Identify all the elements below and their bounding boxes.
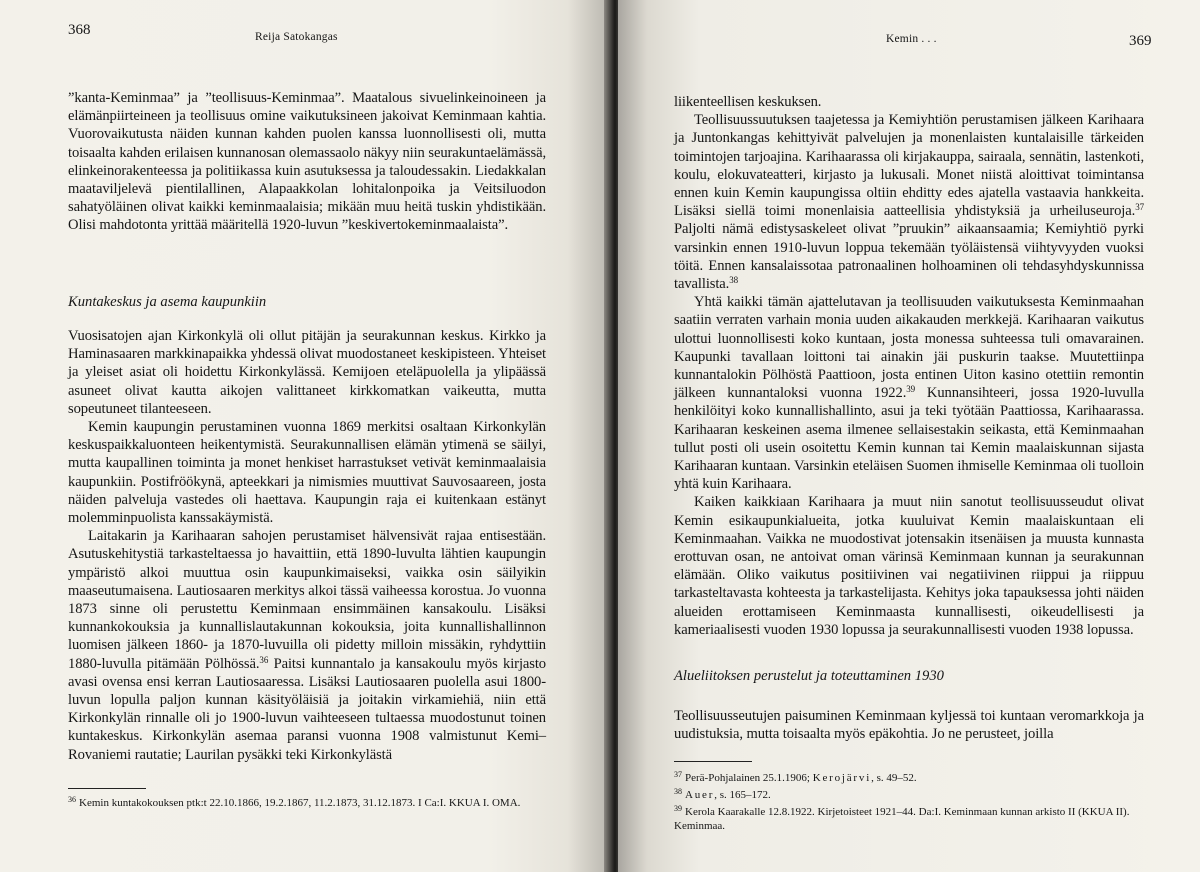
footnote-ref: 37	[1135, 202, 1144, 213]
left-running-head	[68, 0, 610, 90]
left-body-intro	[68, 89, 546, 235]
footnote	[674, 785, 1144, 802]
footnote-number: 37	[674, 770, 682, 779]
paragraph: Kemin kaupungin perustaminen vuonna 1869 merkitsi osaltaan Kirkonkylän keskuspaikkaluonteen heikentymistä. Seurakunnallisen elämän ytimenä se säilyi, mutta kaupallinen toiminta ja monet henkiset harrastukset vetivät keminmaalaisia kaupunkiin. Postifröökynä, apteekkari ja nimismies muuttivat Sauvosaareen, josta näiden palveluja vastedes oli haettava. Kaupungin raja ei kuitenkaan estänyt molemminpuolista kanssakäymistä.	[68, 419, 546, 527]
footnote-ref: 39	[906, 384, 916, 395]
paragraph: Teollisuusseutujen paisuminen Keminmaan kyljessä toi kuntaan veromarkkoja ja uudistuksia, mutta toisaalta myös epäkohtia. Jo ne perusteet, joilla	[674, 708, 1144, 743]
footnote-author: Kerojärvi	[812, 772, 872, 784]
footnote-text: Kemin kuntakokouksen ptk:t 22.10.1866, 19.2.1867, 11.2.1873, 31.12.1873. I Ca:I. KKUA I. OMA.	[79, 797, 521, 809]
footnote-rule	[68, 788, 146, 789]
footnote	[674, 768, 1144, 785]
right-running-head-text: Kemin . . .	[886, 33, 937, 45]
footnote-number: 38	[674, 787, 682, 796]
paragraph-text: Teollisuussuutuksen taajetessa ja Kemiyhtiön perustamisen jälkeen Karihaara ja Juntonkangas kehittyivät palvelujen ja monenlaisten kuntalaisille tärkeiden toimintojen tarjoajina. Karihaarassa oli kirjakauppa, sairaala, sennätin, lastenkoti, koulu, elokuvateatteri, kirjasto ja lukusali. Monet niistä aloittivat toimintansa ennen kuin Kemin kaupungissa oltiin ehditty edes ajatella vastaavia hankkeita. Lisäksi siellä toimi monenlaisia aatteellisia yhdistyksiä ja urheiluseuroja.	[674, 112, 1144, 220]
paragraph	[674, 111, 1144, 293]
right-page	[618, 0, 1200, 872]
paragraph-text: Kunnansihteeri, jossa 1920-luvulla henkilöityi koko kunnallishallinto, asui ja teki työtään Paattiossa, Karihaarassa. Karihaaran keskeinen asema ilmenee sellaisestakin seikasta, että Keminmaahan tullut posti oli usein osoitettu Kemin kunnan tai Kemin maalaiskunnan sijasta Karihaaran kuntaan. Varsinkin eteläisen Suomen ihmiselle Keminmaa oli tuolloin yhtä kuin Karihaara.	[674, 385, 1144, 493]
section-heading-left: Kuntakeskus ja asema kaupunkiin	[68, 294, 267, 310]
right-page-number: 369	[1129, 33, 1152, 49]
footnote-rule	[674, 761, 752, 762]
footnote-ref: 36	[259, 654, 269, 665]
footnote-text: , s. 165–172.	[714, 789, 771, 801]
paragraph: Vuosisatojen ajan Kirkonkylä oli ollut pitäjän ja seurakunnan keskus. Kirkko ja Haminasaaren markkinapaikka yhdessä olivat muodostaneet keskipisteen. Yhteiset ja yleiset asiat oli hoidettu Kirkonkylässä. Kemijoen eteläpuolella ja ylipäässä asuneet olivat kautta aikojen valittaneet kirkkomatkan vaikeutta, mutta sopeutuneet tilanteeseen.	[68, 328, 546, 417]
footnote	[68, 793, 546, 810]
footnote-number: 36	[68, 795, 76, 804]
paragraph	[674, 293, 1144, 493]
footnote-author: Auer	[685, 789, 715, 801]
footnotes-right	[674, 768, 1144, 833]
footnote-ref: 38	[729, 275, 739, 286]
paragraph-intro: ”kanta-Keminmaa” ja ”teollisuus-Keminmaa”. Maatalous sivuelinkeinoineen ja elämänpiirteineen ja teollisuus omine vaikutuksineen jakoivat Keminmaan kahtia. Vuorovaikutusta näiden kunnan kahden puolen kanssa luonnollisesti oli, mutta toisaalta kahden erilaisen kunnanosan olemassaolo näkyy niin seurakuntaelämässä, elinkeinorakenteessa ja politiikassa kuin asutuksessa ja taloudessakin. Liedakkalan maataviljelevä pientilallinen, Alapaakkolan lohitalonpoika ja Veitsiluodon sahatyöläinen olivat kaikki keminmaalaisia; mikään muu heitä tuskin yhdistikään. Olisi mahdotonta yrittää määritellä 1920-luvun ”keskivertokeminmaalaista”.	[68, 90, 546, 234]
right-body-section	[674, 707, 1144, 743]
paragraph	[68, 527, 546, 764]
left-page-number: 368	[68, 22, 91, 38]
footnote-text: , s. 49–52.	[871, 772, 917, 784]
right-running-head	[674, 0, 1200, 90]
footnote-text: Perä-Pohjalainen 25.1.1906;	[685, 772, 813, 784]
right-body-main	[674, 93, 1144, 639]
paragraph: liikenteellisen keskuksen.	[674, 94, 822, 110]
footnotes-left	[68, 793, 546, 810]
footnote	[674, 802, 1144, 833]
paragraph-text: Paitsi kunnantalo ja kansakoulu myös kirjasto avasi ovensa ensi kerran Lautiosaaressa. Lisäksi Lautiosaaren puolella asui 1800-luvun lopulla paljon kunnan käsityöläisiä ja joitakin virkamiehiä, niin että Kirkonkylän rinnalle oli jo 1900-luvun vaihteeseen tultaessa muodostunut toinen kuntakeskus. Kirkonkylän asemaa paransi vuonna 1908 valmistunut Kemi–Rovaniemi rautatie; Laurilan pysäkki teki Kirkonkylästä	[68, 655, 547, 763]
paragraph: Kaiken kaikkiaan Karihaara ja muut niin sanotut teollisuusseudut olivat Kemin esikaupunkialueita, jotka kuuluivat Kemin maalaiskuntaan eli Keminmaahan. Vaikka ne muodostivat jotensakin itsenäisen ja muusta kunnasta erottuvan osan, ne antoivat oman värinsä Keminmaan kunnan ja seurakunnan elämään. Oliko vaikutus positiivinen vai negatiivinen riippui ja riippuu tarkasteltavasta kohteesta ja tarkastelijasta. Kehitys joka tapauksessa johti näiden alueiden erottamiseen Keminmaasta kunnallisesti, oikeudellisesti ja kameriaalisesti vuoden 1930 lopussa ja seurakunnallisesti vuoden 1938 lopussa.	[674, 494, 1144, 638]
footnote-text: Kerola Kaarakalle 12.8.1922. Kirjetoisteet 1921–44. Da:I. Keminmaan kunnan arkisto II (KKUA II). Keminmaa.	[674, 806, 1130, 832]
paragraph-text: Yhtä kaikki tämän ajattelutavan ja teollisuuden vaikutuksesta Keminmaahan saatiin verraten varhain monia uuden aikakauden merkkejä. Karihaaran vaikutus ulottui luonnollisesti koko kuntaan, josta monessa suhteessa tuli omavarainen. Kaupunki tavallaan loittoni tai ainakin jäi puskurin taakse. Muutettiinpa kunnantalokin Pölhöstä Paattioon, josta entinen Uiton kasino otettiin remontin jälkeen kunnantaloksi vuonna 1922.	[674, 294, 1144, 402]
left-body-main	[68, 327, 546, 764]
paragraph-text: Paljolti nämä edistysaskeleet olivat ”pruukin” aikaansaamia; Kemiyhtiö pyrki varsinkin ennen 1910-luvun loppua tekemään työläistensä viihtyvyyden vuoksi töitä. Ennen kansalaissotaa patronaalinen holhoaminen oli tehdasyhdyskunnissa tavallista.	[674, 221, 1144, 293]
paragraph-text: Laitakarin ja Karihaaran sahojen perustamiset hälvensivät rajaa entisestään. Asutuskehitystiä tarkasteltaessa jo havaittiin, että 1890-luvulta lähtien kaupungin ympäristö alkoi muuttua osin kaupunkimaiseksi, vaikka osin säilyikin maaseutumaisena. Lautiosaaren merkitys alkoi tässä vaiheessa korostua. Jo vuonna 1873 sinne oli perustettu Keminmaan ensimmäinen kansakoulu. Lisäksi kunnankokouksia ja kunnallislautakunnan kokouksia, joita kunnallishallinnon luomisen jälkeen 1860- ja 1870-luvuilla oli pidetty milloin missäkin, ryhdyttiin 1880-luvulla pitämään Pölhössä.	[68, 528, 546, 672]
footnote-number: 39	[674, 804, 682, 813]
left-running-head-text: Reija Satokangas	[255, 31, 338, 43]
section-heading-right: Alueliitoksen perustelut ja toteuttaminen 1930	[674, 668, 944, 684]
